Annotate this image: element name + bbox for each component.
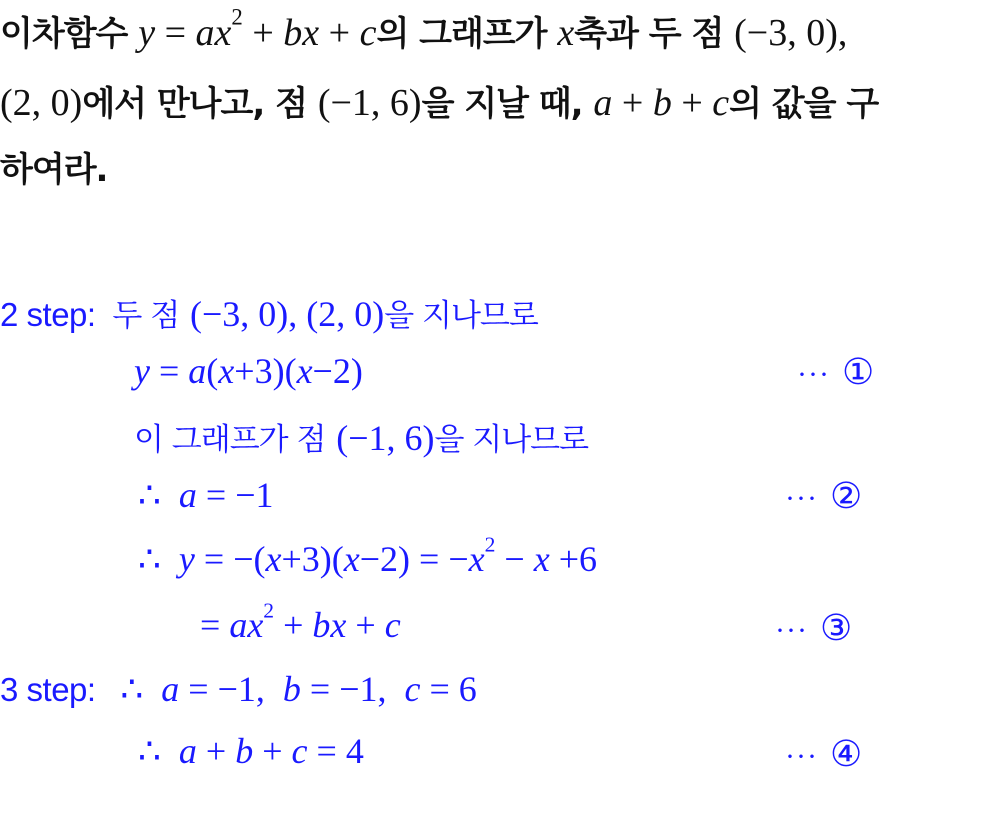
step3-label: 3 step: xyxy=(0,671,96,708)
solution-text: 을 지나므로 xyxy=(434,422,589,458)
equation-marker-4: ··· ④ xyxy=(785,734,863,775)
problem-line-2 xyxy=(0,76,878,125)
problem-text: 을 지날 때, xyxy=(421,84,583,124)
solution-text: 을 지나므로 xyxy=(384,298,538,334)
step2-label: 2 step: xyxy=(0,296,96,333)
equation-marker-3: ··· ③ xyxy=(775,608,853,649)
step2-line xyxy=(0,290,538,335)
problem-text: 에서 만나고, 점 xyxy=(82,84,307,124)
problem-line-3 xyxy=(0,142,107,191)
equation-3: ∴ $y = -(x+3)(x-2) = -x^2 - x +6$ xyxy=(138,532,598,579)
step3-line: 3 step: ∴ a = −1, b = −1, c = 6 xyxy=(0,669,477,709)
equation-2: ∴ a = −1 xyxy=(138,475,274,515)
problem-text: 이차함수 xyxy=(0,14,128,54)
problem-text: 의 그래프가 xyxy=(376,14,547,54)
line-b xyxy=(134,414,588,459)
problem-text: 하여라. xyxy=(0,150,108,190)
solution-text: 두 점 xyxy=(112,298,180,334)
solution-text: 이 그래프가 점 xyxy=(134,422,326,458)
equation-1: y = a(x+3)(x−2) xyxy=(134,351,363,391)
solution-points: (−3, 0), (2, 0) xyxy=(189,294,385,334)
point-neg1-6: (−1, 6) xyxy=(317,82,422,124)
quadratic-expression: $y = ax^2$ + bx + c xyxy=(138,4,377,54)
solution-point: (−1, 6) xyxy=(336,418,435,458)
equation-3-continued: = $ax^2$ + bx + c xyxy=(200,598,401,645)
equation-marker-1: ··· ① xyxy=(797,352,875,393)
problem-line-1 xyxy=(0,6,847,55)
problem-text: 축과 두 점 xyxy=(574,14,724,54)
point-2-0: (2, 0) xyxy=(0,82,83,124)
sum-expression: a + b + c xyxy=(593,82,730,124)
point-neg3-0: (−3, 0), xyxy=(734,12,848,54)
equation-marker-2: ··· ② xyxy=(785,476,863,517)
problem-text: 의 값을 구 xyxy=(729,84,879,124)
x-variable: x xyxy=(557,12,575,54)
equation-5: ∴ a + b + c = 4 xyxy=(138,731,364,771)
